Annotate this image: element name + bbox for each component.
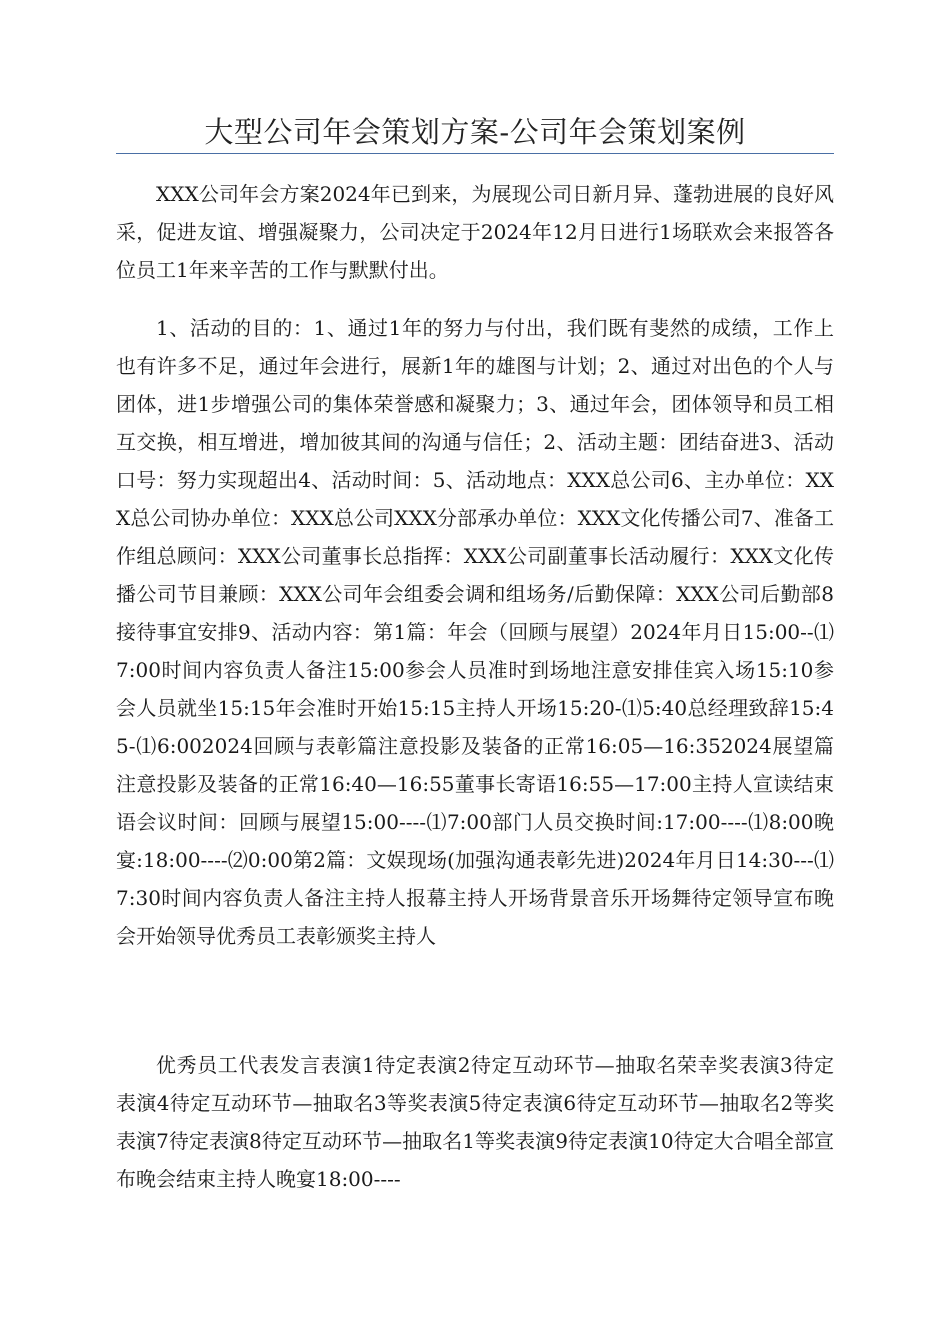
paragraph-program-list: 优秀员工代表发言表演1待定表演2待定互动环节—抽取名荣幸奖表演3待定表演4待定互动环节—抽取名3等奖表演5待定表演6待定互动环节—抽取名2等奖表演7待定表演8待定互动环节—抽取名1等奖表演9待定表演10待定大合唱全部宣布晚会结束主持人晚宴18:00---- (116, 1053, 834, 1191)
paragraph-intro: XXX公司年会方案2024年已到来，为展现公司日新月异、蓬勃进展的良好风采，促进友谊、增强凝聚力，公司决定于2024年12月日进行1场联欢会来报答各位员工1年来辛苦的工作与默默付出。 (116, 182, 834, 282)
title-underline (116, 153, 834, 154)
paragraph-activity-details: 1、活动的目的：1、通过1年的努力与付出，我们既有斐然的成绩，工作上也有许多不足，通过年会进行，展新1年的雄图与计划；2、通过对出色的个人与团体，进1步增强公司的集体荣誉感和凝聚力；3、通过年会，团体领导和员工相互交换，相互增进，增加彼其间的沟通与信任；2、活动主题：团结奋进3、活动口号：努力实现超出4、活动时间：5、活动地点：XXX总公司6、主办单位：XXX总公司协办单位：XXX总公司XXX分部承办单位：XXX文化传播公司7、准备工作组总顾问：XXX公司董事长总指挥：XXX公司副董事长活动履行：XXX文化传播公司节目兼顾：XXX公司年会组委会调和组场务/后勤保障：XXX公司后勤部8接待事宜安排9、活动内容：第1篇：年会（回顾与展望）2024年月日15:00--⑴7:00时间内容负责人备注15:00参会人员准时到场地注意安排佳宾入场15:10参会人员就坐15:15年会准时开始15:15主持人开场15:20-⑴5:40总经理致辞15:45-⑴6:002024回顾与表彰篇注意投影及装备的正常16:05—16:352024展望篇注意投影及装备的正常16:40—16:55董事长寄语16:55—17:00主持人宣读结束语会议时间：回顾与展望15:00----⑴7:00部门人员交换时间:17:00----⑴8:00晚宴:18:00----⑵0:00第2篇：文娱现场(加强沟通表彰先进)2024年月日14:30---⑴7:30时间内容负责人备注主持人报幕主持人开场背景音乐开场舞待定领导宣布晚会开始领导优秀员工表彰颁奖主持人 (116, 316, 834, 948)
document-title: 大型公司年会策划方案-公司年会策划案例 (204, 115, 746, 149)
